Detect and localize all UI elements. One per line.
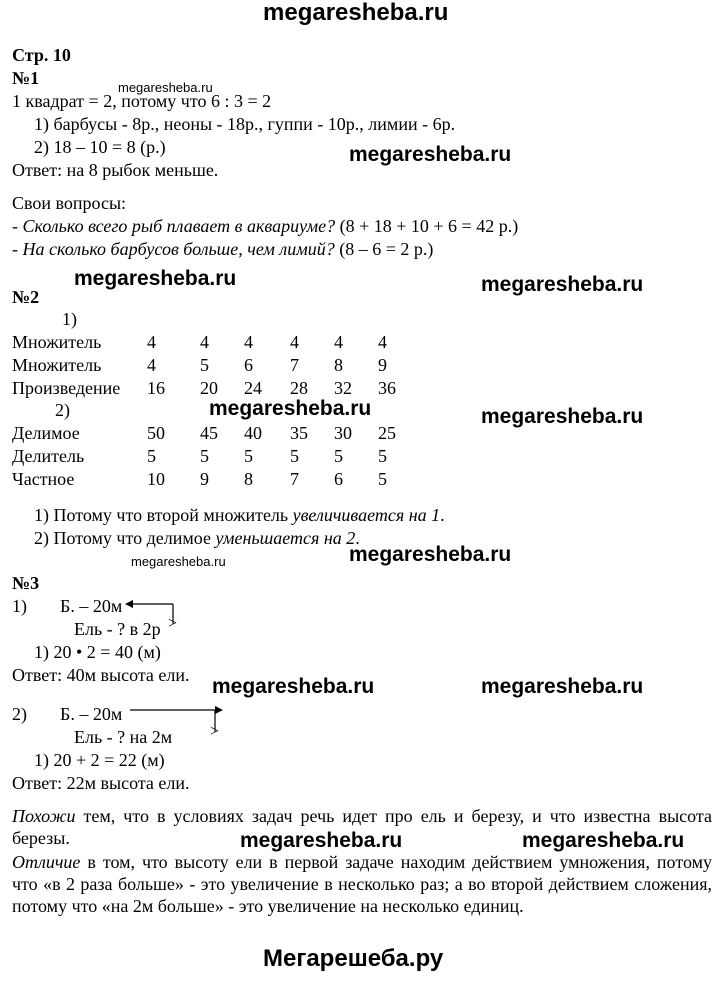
- table-cell: 8: [334, 355, 343, 375]
- table-cell: 5: [200, 355, 209, 375]
- task3-number: №3: [12, 573, 40, 593]
- svg-text:>: >: [210, 723, 220, 740]
- table-cell: 5: [200, 446, 209, 466]
- table-cell: 5: [378, 469, 387, 489]
- table-row-label: Множитель: [12, 332, 102, 352]
- watermark: megaresheba.ru: [481, 405, 644, 428]
- similarity-italic: Похожи: [12, 806, 76, 826]
- task1-line2: 1) барбусы - 8р., неоны - 18р., гуппи - 10р., лимии - 6р.: [34, 114, 456, 134]
- question-text: Сколько всего рыб плавает в аквариуме?: [22, 216, 336, 236]
- table-row-label: Делимое: [12, 423, 80, 443]
- explain-italic: увеличивается на 1: [292, 505, 441, 525]
- table-cell: 25: [378, 423, 396, 443]
- watermark: megaresheba.ru: [118, 80, 213, 95]
- explain-text: 2) Потому что делимое: [34, 528, 216, 548]
- table-row-label: Частное: [12, 469, 75, 489]
- table-cell: 32: [334, 378, 352, 398]
- difference-italic: Отличие: [12, 852, 81, 872]
- watermark: megaresheba.ru: [240, 829, 403, 852]
- task1-question1: [12, 215, 518, 237]
- explain-text: 1) Потому что второй множитель: [34, 505, 293, 525]
- table-cell: 4: [244, 332, 253, 352]
- table-cell: 45: [200, 423, 218, 443]
- table-cell: 7: [290, 469, 299, 489]
- table-cell: 40: [244, 423, 262, 443]
- task3-part2-line2: Ель - ? на 2м: [74, 727, 173, 747]
- table-cell: 4: [290, 332, 299, 352]
- task3-part2-number: 2): [12, 704, 27, 724]
- table-cell: 9: [200, 469, 209, 489]
- watermark: megaresheba.ru: [481, 273, 644, 296]
- task3-part2-answer: Ответ: 22м высота ели.: [12, 773, 190, 793]
- table-cell: 4: [200, 332, 209, 352]
- table-cell: 4: [147, 355, 156, 375]
- task2-number: №2: [12, 287, 40, 307]
- bracket-arrow-icon: [125, 706, 225, 740]
- task3-part2-calc: 1) 20 + 2 = 22 (м): [34, 750, 165, 770]
- table-cell: 20: [200, 378, 218, 398]
- explain-end: .: [355, 528, 360, 548]
- table-cell: 9: [378, 355, 387, 375]
- table-cell: 5: [147, 446, 156, 466]
- question-calc: (8 + 18 + 10 + 6 = 42 р.): [335, 216, 519, 236]
- table-row-label: Множитель: [12, 355, 102, 375]
- task1-line3: 2) 18 – 10 = 8 (р.): [34, 137, 166, 157]
- explain-end: .: [440, 505, 445, 525]
- task3-part1-answer: Ответ: 40м высота ели.: [12, 665, 190, 685]
- page-label: Стр. 10: [12, 45, 71, 65]
- watermark: megaresheba.ru: [74, 267, 237, 290]
- watermark: megaresheba.ru: [349, 143, 512, 166]
- table-cell: 30: [334, 423, 352, 443]
- table-cell: 24: [244, 378, 262, 398]
- table-cell: 36: [378, 378, 396, 398]
- table-row-label: Произведение: [12, 378, 121, 398]
- watermark: megaresheba.ru: [212, 675, 375, 698]
- table-cell: 35: [290, 423, 308, 443]
- task2-explain2: [34, 527, 360, 549]
- table-cell: 5: [244, 446, 253, 466]
- footer-watermark: Мегарешеба.ру: [263, 945, 444, 972]
- similarity-text: тем, что в условиях задач речь идет про ель и березу, и что известна высота березы.: [12, 806, 712, 848]
- table-cell: 6: [244, 355, 253, 375]
- task2-part2-label: 2): [55, 400, 70, 420]
- dash: -: [12, 239, 23, 259]
- task1-own-title: Свои вопросы:: [12, 193, 127, 213]
- task3-part1-line2: Ель - ? в 2р: [74, 619, 161, 639]
- task1-answer: Ответ: на 8 рыбок меньше.: [12, 160, 219, 180]
- bracket-arrow-icon: [125, 598, 185, 632]
- svg-text:>: >: [168, 615, 178, 632]
- table-cell: 28: [290, 378, 308, 398]
- table-cell: 8: [244, 469, 253, 489]
- difference-text: в том, что высоту ели в первой задаче находим действием умножения, потому что «в 2 раза больше» - это увеличение в несколько раз; а во второй действием сложения, потому что «на 2м больше» - это увеличение на несколько единиц.: [12, 852, 712, 916]
- table-cell: 5: [378, 446, 387, 466]
- table-cell: 5: [334, 446, 343, 466]
- table-cell: 4: [334, 332, 343, 352]
- table-cell: 50: [147, 423, 165, 443]
- table-cell: 6: [334, 469, 343, 489]
- task3-part1-line1: Б. – 20м: [60, 596, 123, 616]
- task3-part1-number: 1): [12, 596, 27, 616]
- watermark: megaresheba.ru: [522, 829, 685, 852]
- question-calc: (8 – 6 = 2 р.): [334, 239, 434, 259]
- task2-part1-label: 1): [62, 309, 77, 329]
- task1-line1: 1 квадрат = 2, потому что 6 : 3 = 2: [12, 91, 272, 111]
- question-text: На сколько барбусов больше, чем лимий?: [22, 239, 335, 259]
- table-cell: 7: [290, 355, 299, 375]
- task2-explain1: [34, 504, 445, 526]
- header-watermark: megaresheba.ru: [263, 0, 449, 26]
- table-cell: 10: [147, 469, 165, 489]
- watermark: megaresheba.ru: [209, 397, 372, 420]
- watermark: megaresheba.ru: [349, 543, 512, 566]
- table-cell: 4: [147, 332, 156, 352]
- watermark: megaresheba.ru: [131, 554, 226, 569]
- dash: -: [12, 216, 23, 236]
- task3-part2-line1: Б. – 20м: [60, 704, 123, 724]
- task3-part1-calc: 1) 20 • 2 = 40 (м): [34, 642, 161, 662]
- task1-question2: [12, 238, 433, 260]
- task3-difference: [12, 851, 712, 917]
- explain-italic: уменьшается на 2: [215, 528, 356, 548]
- watermark: megaresheba.ru: [481, 675, 644, 698]
- table-cell: 16: [147, 378, 165, 398]
- task1-number: №1: [12, 68, 40, 88]
- table-row-label: Делитель: [12, 446, 85, 466]
- table-cell: 5: [290, 446, 299, 466]
- table-cell: 4: [378, 332, 387, 352]
